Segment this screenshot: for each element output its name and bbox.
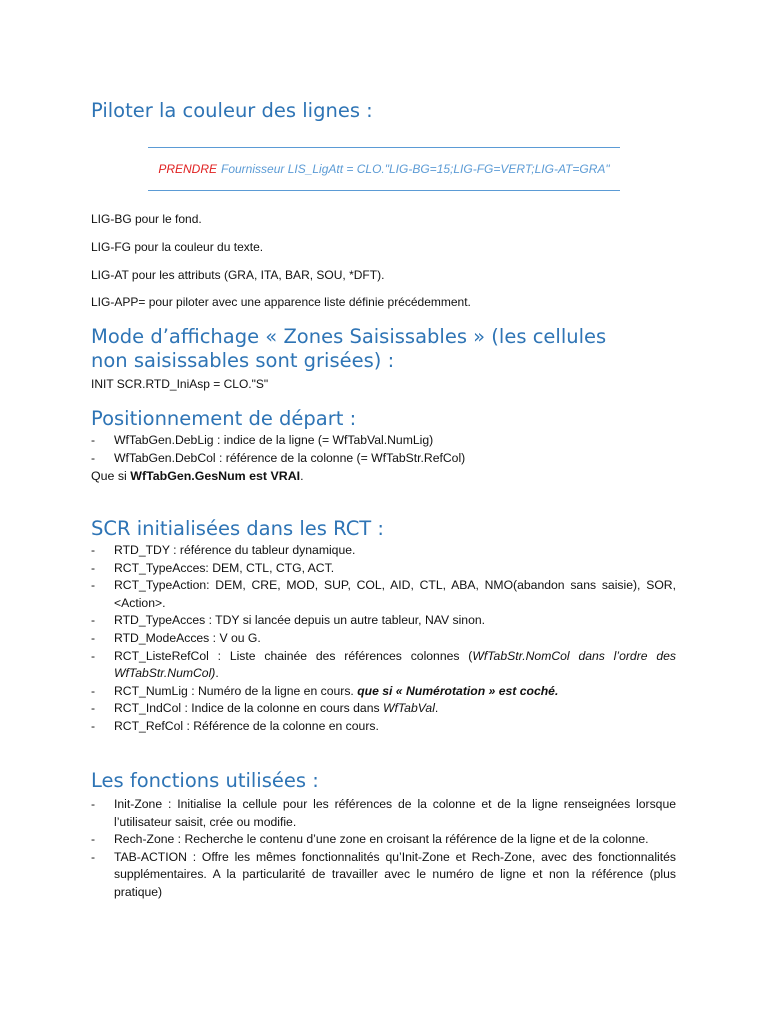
- code-keyword: PRENDRE: [158, 162, 217, 176]
- section-title-display-mode: [91, 325, 606, 373]
- list-item: - RTD_ModeAcces : V ou G.: [91, 630, 676, 648]
- section-title-line-color: Piloter la couleur des lignes :: [91, 99, 373, 122]
- list-item: - RCT_RefCol : Référence de la colonne en cours.: [91, 718, 676, 736]
- list-item: - RTD_TDY : référence du tableur dynamique.: [91, 542, 676, 560]
- list-item: - RCT_ListeRefCol : Liste chainée des références colonnes (WfTabStr.NomCol dans l’ordre des WfTabStr.NumCol).: [91, 648, 676, 683]
- list-item: - RCT_TypeAction: DEM, CRE, MOD, SUP, COL, AID, CTL, ABA, NMO(abandon sans saisie), SOR, <Action>.: [91, 577, 676, 612]
- text-line: LIG-APP= pour piloter avec une apparence liste définie précédemment.: [91, 295, 471, 309]
- note-line: Que si WfTabGen.GesNum est VRAI.: [91, 469, 304, 483]
- functions-list: [91, 796, 676, 902]
- text-line: LIG-FG pour la couleur du texte.: [91, 240, 264, 254]
- section-title-line-2: non saisissables sont grisées) :: [91, 349, 395, 372]
- list-item: - Init-Zone : Initialise la cellule pour les références de la colonne et de la ligne renseignées lorsque l’utilisateur saisit, crée ou modifie.: [91, 796, 676, 831]
- list-item: - RCT_IndCol : Indice de la colonne en cours dans WfTabVal.: [91, 700, 676, 718]
- list-item: - RCT_TypeAcces: DEM, CTL, CTG, ACT.: [91, 560, 676, 578]
- code-quote-block: [148, 147, 620, 191]
- list-item: - TAB-ACTION : Offre les mêmes fonctionnalités qu’Init-Zone et Rech-Zone, avec des fonctionnalités supplémentaires. A la particularité de travailler avec le numéro de ligne et non la référence (plus pratique): [91, 849, 676, 902]
- section-title-start-position: Positionnement de départ :: [91, 407, 357, 430]
- list-item: - Rech-Zone : Recherche le contenu d’une zone en croisant la référence de la ligne et de la colonne.: [91, 831, 676, 849]
- bold-text: WfTabGen.GesNum est VRAI: [130, 469, 301, 483]
- section-title-scr: SCR initialisées dans les RCT :: [91, 517, 384, 540]
- section-title-functions: Les fonctions utilisées :: [91, 769, 319, 792]
- list-item: - RTD_TypeAcces : TDY si lancée depuis un autre tableur, NAV sinon.: [91, 612, 676, 630]
- list-item: - WfTabGen.DebLig : indice de la ligne (= WfTabVal.NumLig): [91, 432, 676, 450]
- text-line: LIG-AT pour les attributs (GRA, ITA, BAR, SOU, *DFT).: [91, 268, 385, 282]
- list-item: - RCT_NumLig : Numéro de la ligne en cours. que si « Numérotation » est coché.: [91, 683, 676, 701]
- code-line: INIT SCR.RTD_IniAsp = CLO."S": [91, 377, 269, 391]
- code-text: Fournisseur LIS_LigAtt = CLO."LIG-BG=15;LIG-FG=VERT;LIG-AT=GRA": [221, 162, 610, 176]
- text-line: LIG-BG pour le fond.: [91, 212, 202, 226]
- start-position-list: [91, 432, 676, 467]
- list-item: - WfTabGen.DebCol : référence de la colonne (= WfTabStr.RefCol): [91, 450, 676, 468]
- section-title-line-1: Mode d’affichage « Zones Saisissables » (les cellules: [91, 325, 607, 348]
- scr-list: [91, 542, 676, 736]
